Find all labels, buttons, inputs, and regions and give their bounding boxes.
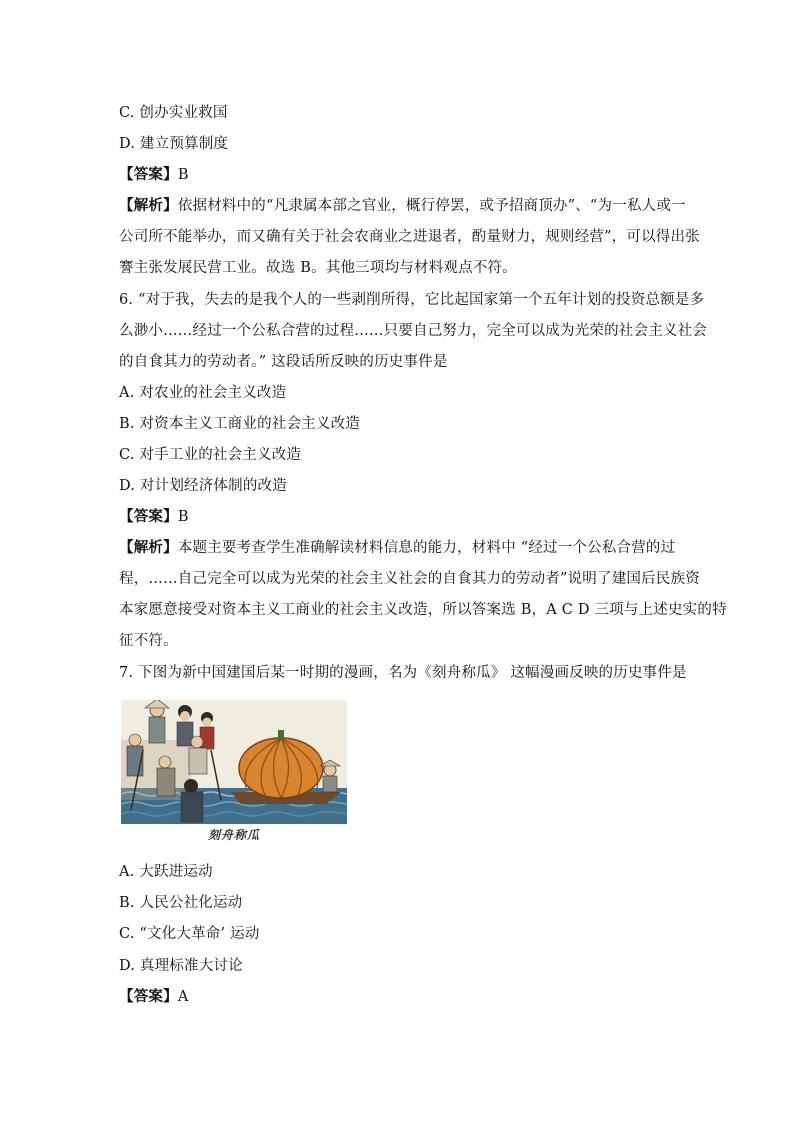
q5-answer xyxy=(119,165,679,185)
q6-stem-line-1: 6. “对于我，失去的是我个人的一些剥削所得，它比起国家第一个五年计划的投资总额是多 xyxy=(119,292,705,308)
answer-label: 【答案】 xyxy=(119,508,178,525)
q6-analysis-line-2: 程，……自己完全可以成为光荣的社会主义社会的自食其力的劳动者”说明了建国后民族资 xyxy=(119,571,700,587)
q7-answer xyxy=(119,987,679,1007)
q7-option-b: B. 人民公社化运动 xyxy=(119,895,243,911)
q5-analysis-line-1 xyxy=(119,196,686,216)
q6-option-d: D. 对计划经济体制的改造 xyxy=(119,478,287,494)
answer-label: 【答案】 xyxy=(119,166,178,183)
q5-option-d: D. 建立预算制度 xyxy=(119,136,229,152)
q6-option-b: B. 对资本主义工商业的社会主义改造 xyxy=(119,416,360,432)
q6-stem-line-3: 的自食其力的劳动者。” 这段话所反映的历史事件是 xyxy=(119,354,448,370)
q6-analysis-line-1 xyxy=(119,538,679,558)
q6-analysis-line-3: 本家愿意接受对资本主义工商业的社会主义改造，所以答案选 B，A C D 三项与上述史实的特 xyxy=(119,602,727,618)
analysis-text: 依据材料中的“凡隶属本部之官业，概行停罢，或予招商顶办”、“为一私人或一 xyxy=(177,198,686,214)
answer-value: A xyxy=(177,989,189,1005)
q7-stem: 7. 下图为新中国建国后某一时期的漫画，名为《刻舟称瓜》 这幅漫画反映的历史事件是 xyxy=(119,665,687,681)
cartoon-caption: 刻舟称瓜 xyxy=(207,828,260,842)
analysis-text: 本题主要考查学生准确解读材料信息的能力，材料中 “经过一个公私合营的过 xyxy=(177,540,676,556)
answer-value: B xyxy=(177,167,189,183)
answer-value: B xyxy=(177,509,189,525)
q6-analysis-line-4: 征不符。 xyxy=(119,633,178,649)
q6-option-a: A. 对农业的社会主义改造 xyxy=(119,385,287,401)
q7-option-a: A. 大跃进运动 xyxy=(119,864,213,880)
q5-option-c: C. 创办实业救国 xyxy=(119,105,228,121)
q7-option-d: D. 真理标准大讨论 xyxy=(119,958,243,974)
analysis-label: 【解析】 xyxy=(119,197,178,214)
q5-analysis-line-3: 謇主张发展民营工业。故选 B。其他三项均与材料观点不符。 xyxy=(119,260,517,276)
q6-answer xyxy=(119,507,679,527)
cartoon-image xyxy=(121,700,347,824)
q5-analysis-line-2: 公司所不能举办，而又确有关于社会农商业之进退者，酌量财力，规则经营”，可以得出张 xyxy=(119,229,700,245)
q6-stem-line-2: 么渺小……经过一个公私合营的过程……只要自己努力，完全可以成为光荣的社会主义社会 xyxy=(119,323,707,339)
analysis-label: 【解析】 xyxy=(119,539,178,556)
cartoon-illustration xyxy=(121,700,347,824)
q7-option-c: C. “文化大革命’ 运动 xyxy=(119,926,260,942)
answer-label: 【答案】 xyxy=(119,988,178,1005)
q6-option-c: C. 对手工业的社会主义改造 xyxy=(119,447,302,463)
